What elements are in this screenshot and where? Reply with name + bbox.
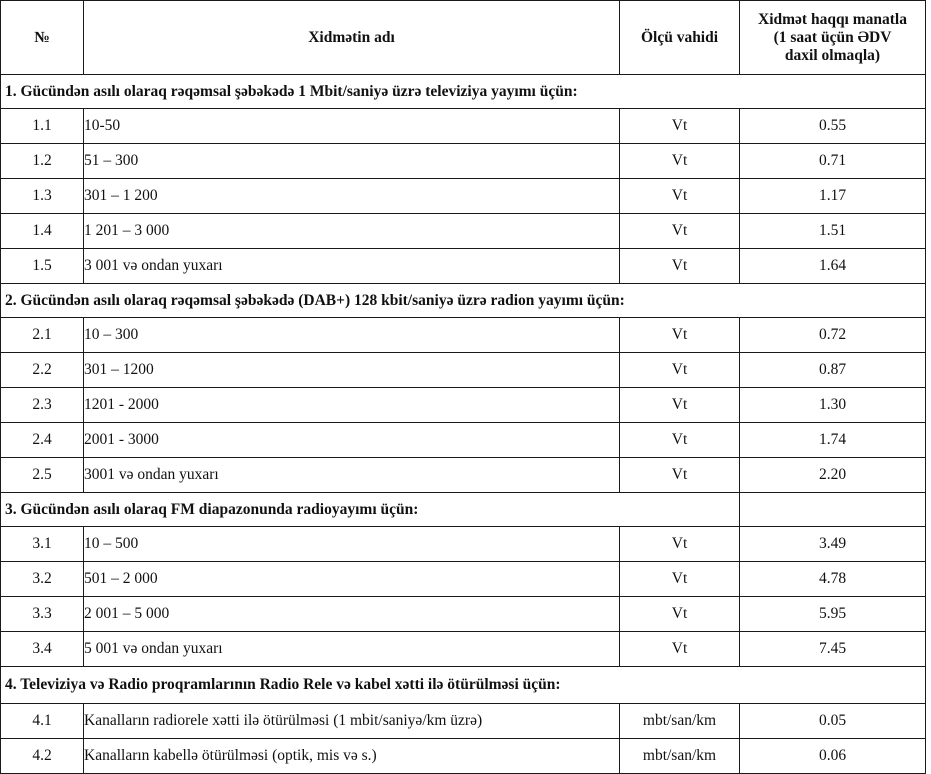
row-num: 2.5 bbox=[1, 458, 84, 493]
row-name: 2001 - 3000 bbox=[84, 423, 620, 458]
row-price: 7.45 bbox=[740, 632, 926, 667]
row-unit: Vt bbox=[620, 562, 740, 597]
table-row bbox=[1, 704, 926, 739]
row-price: 5.95 bbox=[740, 597, 926, 632]
section-title: 1. Gücündən asılı olaraq rəqəmsal şəbəkədə 1 Mbit/saniyə üzrə televiziya yayımı üçün: bbox=[1, 75, 926, 109]
table-row bbox=[1, 423, 926, 458]
row-unit: Vt bbox=[620, 388, 740, 423]
table-row bbox=[1, 179, 926, 214]
row-price: 1.64 bbox=[740, 249, 926, 284]
table-header-row bbox=[1, 1, 926, 75]
row-price: 0.05 bbox=[740, 704, 926, 739]
row-name: 501 – 2 000 bbox=[84, 562, 620, 597]
row-price: 1.51 bbox=[740, 214, 926, 249]
row-price: 3.49 bbox=[740, 527, 926, 562]
row-num: 3.3 bbox=[1, 597, 84, 632]
row-name: 1201 - 2000 bbox=[84, 388, 620, 423]
row-price: 0.55 bbox=[740, 109, 926, 144]
row-unit: Vt bbox=[620, 144, 740, 179]
row-unit: mbt/san/km bbox=[620, 704, 740, 739]
section-4-row bbox=[1, 667, 926, 704]
row-unit: Vt bbox=[620, 109, 740, 144]
header-unit: Ölçü vahidi bbox=[620, 1, 740, 75]
table-row bbox=[1, 249, 926, 284]
row-name: 301 – 1200 bbox=[84, 353, 620, 388]
row-price: 4.78 bbox=[740, 562, 926, 597]
section-3-row bbox=[1, 493, 926, 527]
row-num: 1.1 bbox=[1, 109, 84, 144]
section-2-row bbox=[1, 284, 926, 318]
row-price: 2.20 bbox=[740, 458, 926, 493]
row-unit: Vt bbox=[620, 353, 740, 388]
row-price: 0.06 bbox=[740, 739, 926, 774]
row-unit: Vt bbox=[620, 318, 740, 353]
row-num: 3.4 bbox=[1, 632, 84, 667]
row-unit: Vt bbox=[620, 458, 740, 493]
header-price-line2: (1 saat üçün ƏDV bbox=[773, 28, 892, 46]
row-price: 0.87 bbox=[740, 353, 926, 388]
table-row bbox=[1, 318, 926, 353]
table-row bbox=[1, 109, 926, 144]
row-name: 10 – 300 bbox=[84, 318, 620, 353]
row-num: 2.1 bbox=[1, 318, 84, 353]
row-name: 10-50 bbox=[84, 109, 620, 144]
header-price bbox=[740, 1, 926, 75]
header-price-line1: Xidmət haqqı manatla bbox=[758, 10, 907, 28]
row-price: 1.30 bbox=[740, 388, 926, 423]
header-price-line3: daxil olmaqla) bbox=[784, 46, 881, 64]
table-row bbox=[1, 527, 926, 562]
row-price: 1.74 bbox=[740, 423, 926, 458]
row-num: 3.2 bbox=[1, 562, 84, 597]
row-price: 0.72 bbox=[740, 318, 926, 353]
table-row bbox=[1, 739, 926, 774]
row-name: 5 001 və ondan yuxarı bbox=[84, 632, 620, 667]
row-name: 2 001 – 5 000 bbox=[84, 597, 620, 632]
section-title: 3. Gücündən asılı olaraq FM diapazonunda radioyayımı üçün: bbox=[1, 493, 740, 527]
row-unit: Vt bbox=[620, 179, 740, 214]
section-1-row bbox=[1, 75, 926, 109]
table-row bbox=[1, 632, 926, 667]
row-name: 1 201 – 3 000 bbox=[84, 214, 620, 249]
section-title: 2. Gücündən asılı olaraq rəqəmsal şəbəkədə (DAB+) 128 kbit/saniyə üzrə radion yayımı üçün: bbox=[1, 284, 926, 318]
row-name: 3001 və ondan yuxarı bbox=[84, 458, 620, 493]
row-name: 301 – 1 200 bbox=[84, 179, 620, 214]
row-unit: Vt bbox=[620, 527, 740, 562]
row-num: 2.2 bbox=[1, 353, 84, 388]
row-name: 51 – 300 bbox=[84, 144, 620, 179]
row-price: 0.71 bbox=[740, 144, 926, 179]
row-name: Kanalların radiorele xətti ilə ötürülməsi (1 mbit/saniyə/km üzrə) bbox=[84, 704, 620, 739]
header-num: № bbox=[1, 1, 84, 75]
row-num: 1.4 bbox=[1, 214, 84, 249]
row-num: 3.1 bbox=[1, 527, 84, 562]
row-num: 2.3 bbox=[1, 388, 84, 423]
row-price: 1.17 bbox=[740, 179, 926, 214]
table-row bbox=[1, 388, 926, 423]
row-unit: Vt bbox=[620, 214, 740, 249]
header-name: Xidmətin adı bbox=[84, 1, 620, 75]
row-unit: Vt bbox=[620, 632, 740, 667]
row-num: 1.5 bbox=[1, 249, 84, 284]
row-name: Kanalların kabellə ötürülməsi (optik, mis və s.) bbox=[84, 739, 620, 774]
table-row bbox=[1, 353, 926, 388]
row-name: 3 001 və ondan yuxarı bbox=[84, 249, 620, 284]
row-num: 4.2 bbox=[1, 739, 84, 774]
table-row bbox=[1, 144, 926, 179]
row-unit: mbt/san/km bbox=[620, 739, 740, 774]
row-num: 1.3 bbox=[1, 179, 84, 214]
table-row bbox=[1, 597, 926, 632]
row-unit: Vt bbox=[620, 423, 740, 458]
table-row bbox=[1, 562, 926, 597]
row-num: 1.2 bbox=[1, 144, 84, 179]
row-unit: Vt bbox=[620, 249, 740, 284]
section-title: 4. Televiziya və Radio proqramlarının Radio Rele və kabel xətti ilə ötürülməsi üçün: bbox=[1, 667, 926, 704]
section-3-empty-cell bbox=[740, 493, 926, 527]
table-row bbox=[1, 458, 926, 493]
row-name: 10 – 500 bbox=[84, 527, 620, 562]
row-num: 4.1 bbox=[1, 704, 84, 739]
table-row bbox=[1, 214, 926, 249]
row-num: 2.4 bbox=[1, 423, 84, 458]
row-unit: Vt bbox=[620, 597, 740, 632]
